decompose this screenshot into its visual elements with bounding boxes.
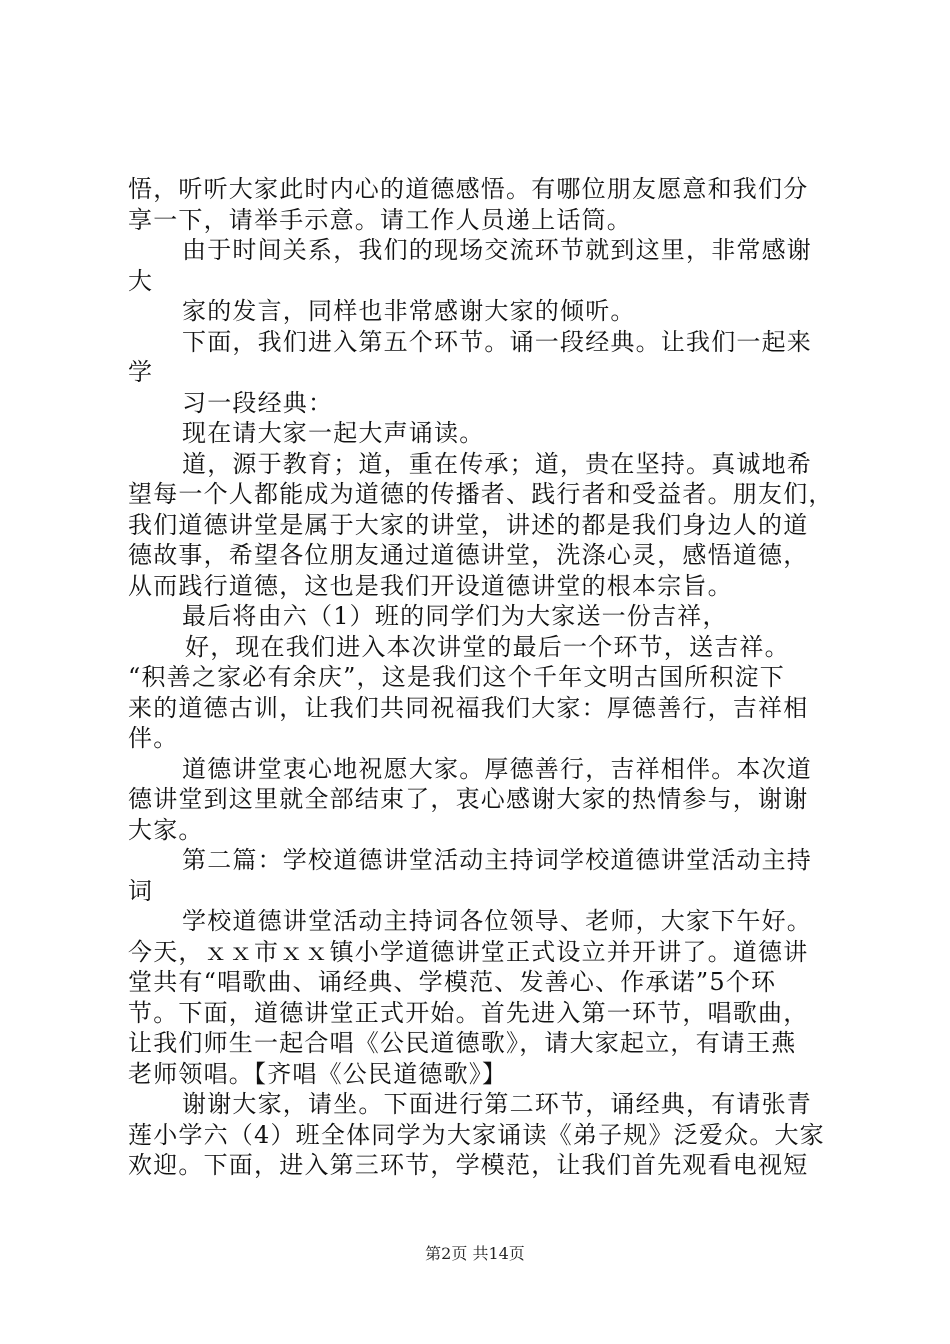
page-number: 第2页 共14页 xyxy=(425,1244,525,1263)
text-line: 伴。 xyxy=(128,724,179,752)
text-line: 道，源于教育；道，重在传承；道，贵在坚持。真诚地希 xyxy=(182,449,812,478)
text-line: 大 xyxy=(128,266,154,295)
text-line: 今天，ｘｘ市ｘｘ镇小学道德讲堂正式设立并开讲了。道德讲 xyxy=(128,937,809,966)
text-line: 莲小学六（4）班全体同学为大家诵读《弟子规》泛爱众。大家 xyxy=(128,1120,825,1149)
text-line: 最后将由六（1）班的同学们为大家送一份吉祥， xyxy=(182,602,728,630)
section-heading: 词 xyxy=(128,876,154,905)
text-line: 望每一个人都能成为道德的传播者、践行者和受益者。朋友们， xyxy=(128,480,834,508)
text-line: 堂共有“唱歌曲、诵经典、学模范、发善心、作承诺”5个环 xyxy=(128,968,777,996)
document-body xyxy=(128,174,848,1181)
text-line: 我们道德讲堂是属于大家的讲堂，讲述的都是我们身边人的道 xyxy=(128,510,809,539)
text-line: 悟，听听大家此时内心的道德感悟。有哪位朋友愿意和我们分 xyxy=(128,175,809,203)
text-line: 家的发言，同样也非常感谢大家的倾听。 xyxy=(182,297,636,325)
text-line: 德故事，希望各位朋友通过道德讲堂，洗涤心灵，感悟道德， xyxy=(128,541,809,569)
text-line: 下面，我们进入第五个环节。诵一段经典。让我们一起来 xyxy=(182,327,812,356)
text-line: 节。下面，道德讲堂正式开始。首先进入第一环节，唱歌曲， xyxy=(128,998,809,1027)
text-line: 现在请大家一起大声诵读。 xyxy=(182,419,485,447)
text-line: 来的道德古训，让我们共同祝福我们大家：厚德善行，吉祥相 xyxy=(128,693,809,722)
section-heading: 第二篇：学校道德讲堂活动主持词学校道德讲堂活动主持 xyxy=(182,846,812,874)
text-line: 学 xyxy=(128,358,154,386)
text-line: 老师领唱。【齐唱《公民道德歌》】 xyxy=(128,1059,508,1088)
text-line: 好，现在我们进入本次讲堂的最后一个环节，送吉祥。 xyxy=(185,632,790,661)
text-line: 大家。 xyxy=(128,815,204,844)
text-line: 学校道德讲堂活动主持词各位领导、老师，大家下午好。 xyxy=(182,907,812,935)
text-line: 让我们师生一起合唱《公民道德歌》，请大家起立，有请王燕 xyxy=(128,1029,797,1057)
text-line: 欢迎。下面，进入第三环节，学模范，让我们首先观看电视短 xyxy=(128,1151,809,1179)
text-line: 享一下，请举手示意。请工作人员递上话筒。 xyxy=(128,205,632,234)
text-line: 道德讲堂衷心地祝愿大家。厚德善行，吉祥相伴。本次道 xyxy=(182,754,812,783)
text-line: 谢谢大家，请坐。下面进行第二环节，诵经典，有请张青 xyxy=(182,1090,812,1118)
text-line: 习一段经典： xyxy=(182,388,334,417)
text-line: “积善之家必有余庆”，这是我们这个千年文明古国所积淀下 xyxy=(128,663,785,691)
text-line: 从而践行道德，这也是我们开设道德讲堂的根本宗旨。 xyxy=(128,571,733,600)
text-line: 德讲堂到这里就全部结束了，衷心感谢大家的热情参与，谢谢 xyxy=(128,785,809,813)
text-line: 由于时间关系，我们的现场交流环节就到这里，非常感谢 xyxy=(182,236,812,264)
